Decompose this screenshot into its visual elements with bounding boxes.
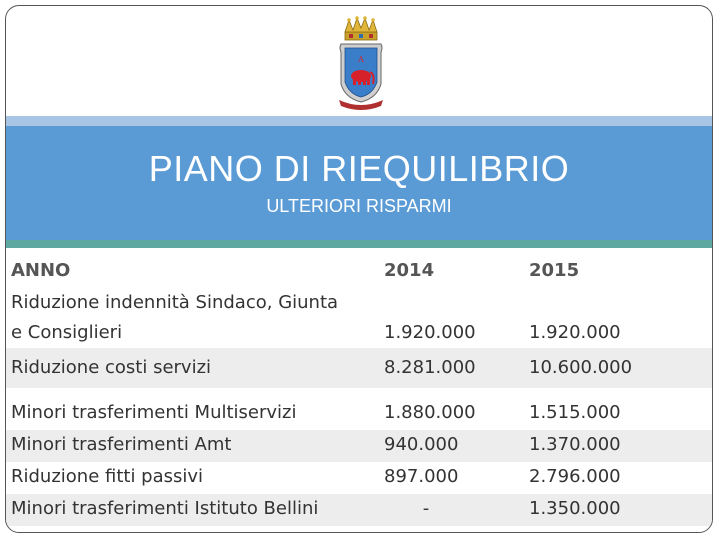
row-value-2014: 8.281.000 bbox=[384, 357, 476, 378]
header-2014: 2014 bbox=[384, 260, 435, 281]
title-banner bbox=[6, 126, 712, 240]
table-row bbox=[6, 348, 712, 388]
table-row bbox=[6, 398, 712, 430]
row-label: Minori trasferimenti Istituto Bellini bbox=[11, 498, 319, 519]
table-row bbox=[6, 462, 712, 494]
banner-top-band bbox=[6, 116, 712, 126]
row-value-2014: 1.880.000 bbox=[384, 402, 476, 423]
table-row bbox=[6, 288, 712, 348]
banner-bottom-band bbox=[6, 240, 712, 248]
row-label: Minori trasferimenti Multiservizi bbox=[11, 402, 297, 423]
table-header-row bbox=[6, 256, 712, 288]
row-value-2014: 897.000 bbox=[384, 466, 459, 487]
row-label: Riduzione costi servizi bbox=[11, 357, 212, 378]
row-value-2014: - bbox=[422, 498, 430, 519]
table-row bbox=[6, 494, 712, 526]
row-value-2015: 2.796.000 bbox=[529, 466, 621, 487]
slide-subtitle: ULTERIORI RISPARMI bbox=[266, 196, 452, 216]
city-coat-of-arms-icon bbox=[335, 14, 387, 112]
row-value-2014: 940.000 bbox=[384, 434, 459, 455]
table-row bbox=[6, 430, 712, 462]
header-2015: 2015 bbox=[529, 260, 580, 281]
row-label-line1: Riduzione indennità Sindaco, Giunta bbox=[11, 292, 339, 313]
slide-frame bbox=[5, 5, 713, 533]
header-anno: ANNO bbox=[11, 260, 71, 281]
row-value-2015: 1.515.000 bbox=[529, 402, 621, 423]
row-label-line2: e Consiglieri bbox=[11, 322, 123, 343]
row-label: Riduzione fitti passivi bbox=[11, 466, 204, 487]
svg-text:A: A bbox=[358, 55, 364, 64]
row-value-2015: 1.920.000 bbox=[529, 322, 621, 343]
row-value-2015: 1.370.000 bbox=[529, 434, 621, 455]
row-label: Minori trasferimenti Amt bbox=[11, 434, 232, 455]
row-value-2015: 10.600.000 bbox=[529, 357, 633, 378]
row-value-2015: 1.350.000 bbox=[529, 498, 621, 519]
slide-title: PIANO DI RIEQUILIBRIO bbox=[148, 148, 570, 189]
row-value-2014: 1.920.000 bbox=[384, 322, 476, 343]
